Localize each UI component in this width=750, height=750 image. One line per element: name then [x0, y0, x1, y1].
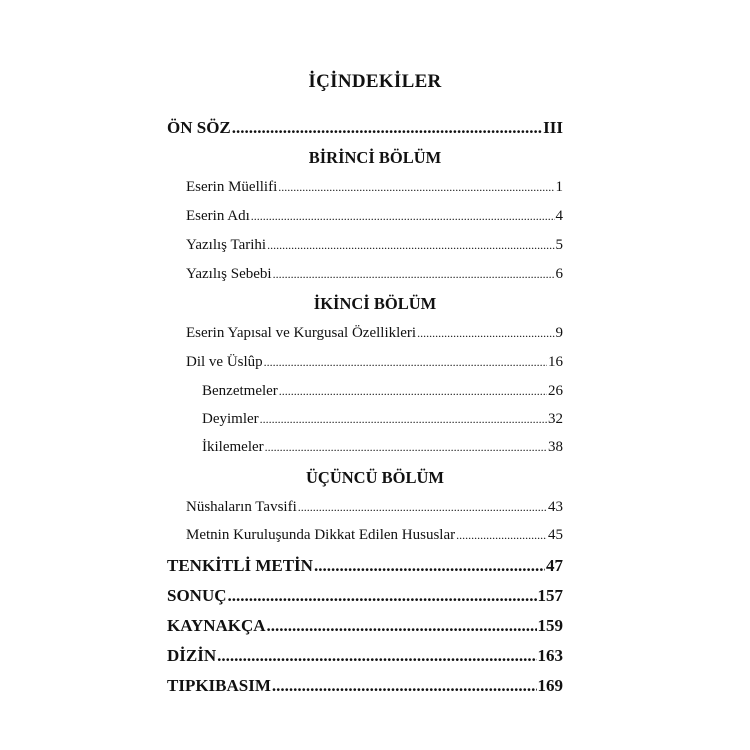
entry-label: DİZİN: [167, 646, 217, 665]
dot-leader: [251, 209, 555, 224]
toc-entry: [186, 527, 563, 544]
dot-leader: [273, 267, 555, 282]
entry-page: III: [543, 118, 563, 137]
chapter-heading-1: BİRİNCİ BÖLÜM: [308, 148, 442, 167]
toc-entry: [186, 354, 563, 371]
dot-leader: [267, 238, 554, 253]
entry-page: 4: [555, 208, 563, 224]
entry-page: 45: [548, 527, 563, 543]
toc-entry-back-matter: [167, 646, 563, 666]
entry-page: 43: [548, 499, 563, 515]
entry-page: 16: [548, 354, 563, 370]
toc-entry-preface: [167, 118, 563, 138]
toc-entry-back-matter: [167, 616, 563, 636]
toc-entry: [202, 383, 563, 400]
entry-page: 32: [548, 411, 563, 427]
toc-entry-back-matter: [167, 676, 563, 696]
entry-label: KAYNAKÇA: [167, 616, 266, 635]
toc-entry: [202, 411, 563, 428]
toc-entry: [186, 208, 563, 225]
toc-entry: [186, 325, 563, 342]
toc-entry: [202, 439, 563, 456]
dot-leader: [456, 528, 547, 543]
entry-page: 157: [537, 586, 563, 605]
dot-leader: [260, 412, 547, 427]
dot-leader: [265, 440, 547, 455]
dot-leader: [217, 646, 536, 666]
entry-label: TENKİTLİ METİN: [167, 556, 313, 575]
dot-leader: [228, 586, 537, 606]
dot-leader: [279, 384, 547, 399]
toc-entry: [186, 237, 563, 254]
entry-label: Yazılış Tarihi: [186, 237, 267, 253]
chapter-heading-2: İKİNCİ BÖLÜM: [313, 294, 437, 313]
entry-label: İkilemeler: [202, 439, 264, 455]
entry-page: 26: [548, 383, 563, 399]
toc-entry: [186, 499, 563, 516]
entry-label: Metnin Kuruluşunda Dikkat Edilen Hususlar: [186, 527, 456, 543]
entry-page: 163: [537, 646, 563, 665]
dot-leader: [267, 616, 537, 636]
entry-label: ÖN SÖZ: [167, 118, 231, 137]
dot-leader: [314, 556, 545, 576]
entry-label: Eserin Müellifi: [186, 179, 278, 195]
chapter-heading-3: ÜÇÜNCÜ BÖLÜM: [306, 468, 444, 487]
entry-label: SONUÇ: [167, 586, 227, 605]
dot-leader: [278, 180, 554, 195]
toc-title: İÇİNDEKİLER: [308, 71, 442, 92]
entry-label: Nüshaların Tavsifi: [186, 499, 297, 515]
entry-page: 5: [555, 237, 563, 253]
dot-leader: [264, 355, 547, 370]
toc-entry: [186, 266, 563, 283]
toc-entry: [186, 179, 563, 196]
entry-page: 47: [546, 556, 563, 575]
entry-page: 1: [555, 179, 563, 195]
entry-page: 159: [537, 616, 563, 635]
dot-leader: [272, 676, 537, 696]
dot-leader: [232, 118, 542, 138]
entry-label: Eserin Adı: [186, 208, 250, 224]
entry-page: 6: [555, 266, 563, 282]
entry-label: Yazılış Sebebi: [186, 266, 272, 282]
toc-entry-back-matter: [167, 556, 563, 576]
dot-leader: [298, 500, 547, 515]
entry-page: 38: [548, 439, 563, 455]
entry-label: Benzetmeler: [202, 383, 278, 399]
toc-entry-back-matter: [167, 586, 563, 606]
entry-label: TIPKIBASIM: [167, 676, 271, 695]
dot-leader: [417, 326, 554, 341]
entry-page: 169: [537, 676, 563, 695]
entry-label: Deyimler: [202, 411, 259, 427]
entry-label: Eserin Yapısal ve Kurgusal Özellikleri: [186, 325, 417, 341]
entry-label: Dil ve Üslûp: [186, 354, 263, 370]
entry-page: 9: [555, 325, 563, 341]
